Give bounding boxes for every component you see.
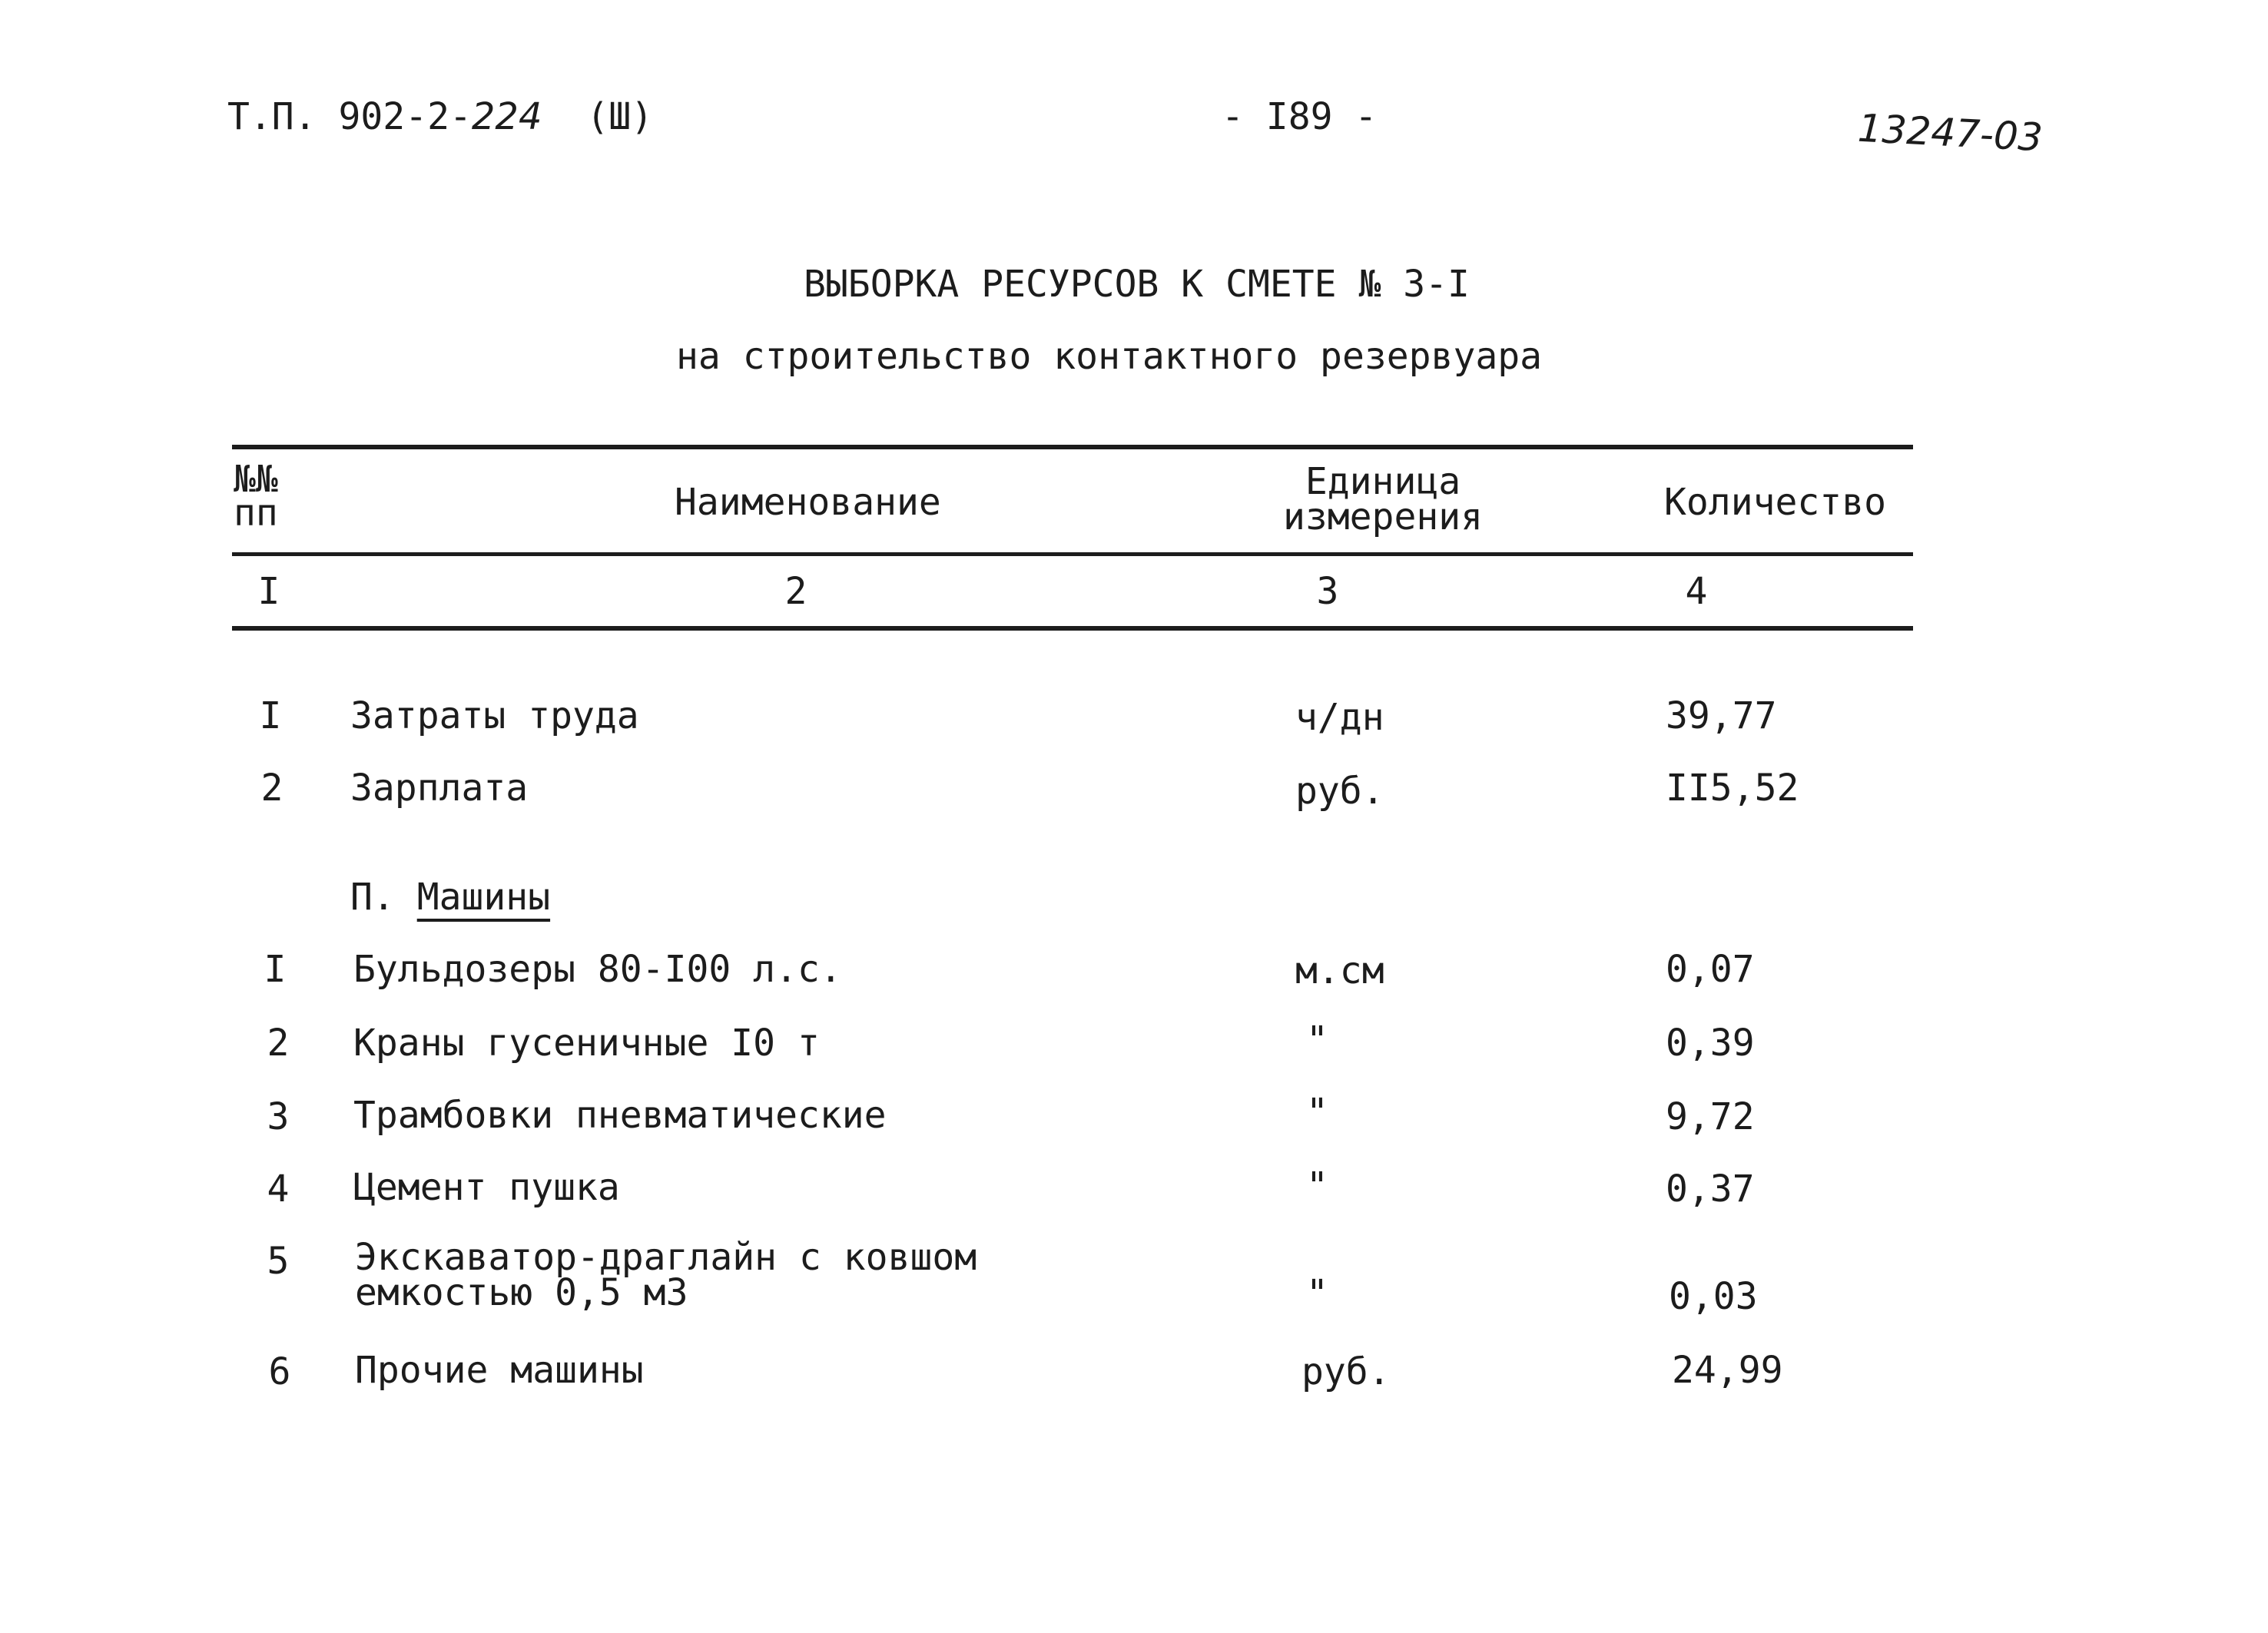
page-number: - I89 - (1222, 95, 1378, 138)
document-subtitle: на строительство контактного резервуара (676, 335, 1543, 378)
row-number: 3 (267, 1095, 290, 1138)
column-number-1: I (257, 570, 280, 613)
inventory-number: 13247-03 (1856, 105, 2044, 161)
row-quantity: 0,03 (1669, 1275, 1758, 1318)
row-name: Краны гусеничные I0 т (353, 1022, 820, 1065)
row-number: 5 (267, 1240, 290, 1283)
document-code-suffix: (Ш) (586, 95, 654, 138)
row-name: Зарплата (350, 767, 529, 810)
row-quantity: 9,72 (1666, 1095, 1755, 1138)
row-unit-ditto: " (1306, 1164, 1328, 1207)
document-title: ВЫБОРКА РЕСУРСОВ К СМЕТЕ № 3-I (804, 263, 1470, 306)
row-quantity: 0,39 (1666, 1022, 1755, 1065)
column-header-quantity: Количество (1664, 481, 1886, 524)
table-top-rule (232, 445, 1913, 449)
row-quantity: 0,37 (1666, 1168, 1755, 1211)
row-number: 4 (267, 1168, 290, 1211)
column-number-3: 3 (1316, 570, 1339, 613)
column-header-number: №№ пп (234, 458, 278, 535)
column-number-2: 2 (784, 570, 807, 613)
section-prefix: П. (350, 876, 395, 919)
row-quantity: 24,99 (1672, 1349, 1783, 1392)
section-title: Машины (416, 876, 551, 919)
row-name: Прочие машины (355, 1349, 644, 1392)
row-number: 6 (268, 1350, 291, 1393)
row-name: Затраты труда (350, 694, 639, 737)
document-code-handwritten: 224 (471, 95, 542, 138)
row-unit-ditto: " (1306, 1019, 1328, 1062)
numbers-bottom-rule (232, 626, 1913, 631)
row-unit: руб. (1295, 770, 1384, 813)
column-number-4: 4 (1685, 570, 1708, 613)
document-code-prefix: Т.П. 902-2- (227, 95, 472, 138)
row-unit-ditto: " (1306, 1272, 1328, 1315)
row-quantity: II5,52 (1666, 767, 1799, 810)
row-quantity: 0,07 (1666, 948, 1755, 991)
row-name: Трамбовки пневматические (353, 1094, 887, 1137)
row-unit: м.см (1295, 949, 1384, 992)
row-unit: ч/дн (1295, 696, 1384, 739)
column-header-name: Наименование (675, 481, 941, 524)
row-name: Цемент пушка (353, 1166, 620, 1209)
section-heading-machines (350, 876, 551, 919)
row-quantity: 39,77 (1666, 694, 1777, 737)
row-number: I (259, 694, 282, 737)
column-header-unit: Единица измерения (1282, 460, 1484, 538)
document-code (227, 95, 654, 138)
row-number: 2 (267, 1022, 290, 1065)
row-name: Экскаватор-драглайн с ковшом емкостью 0,5 м3 (355, 1236, 977, 1314)
row-number: 2 (260, 767, 284, 810)
row-number: I (264, 948, 287, 991)
header-bottom-rule (232, 552, 1913, 556)
row-name: Бульдозеры 80-I00 л.с. (353, 948, 842, 991)
row-unit-ditto: " (1306, 1091, 1328, 1134)
row-unit: руб. (1301, 1350, 1391, 1393)
